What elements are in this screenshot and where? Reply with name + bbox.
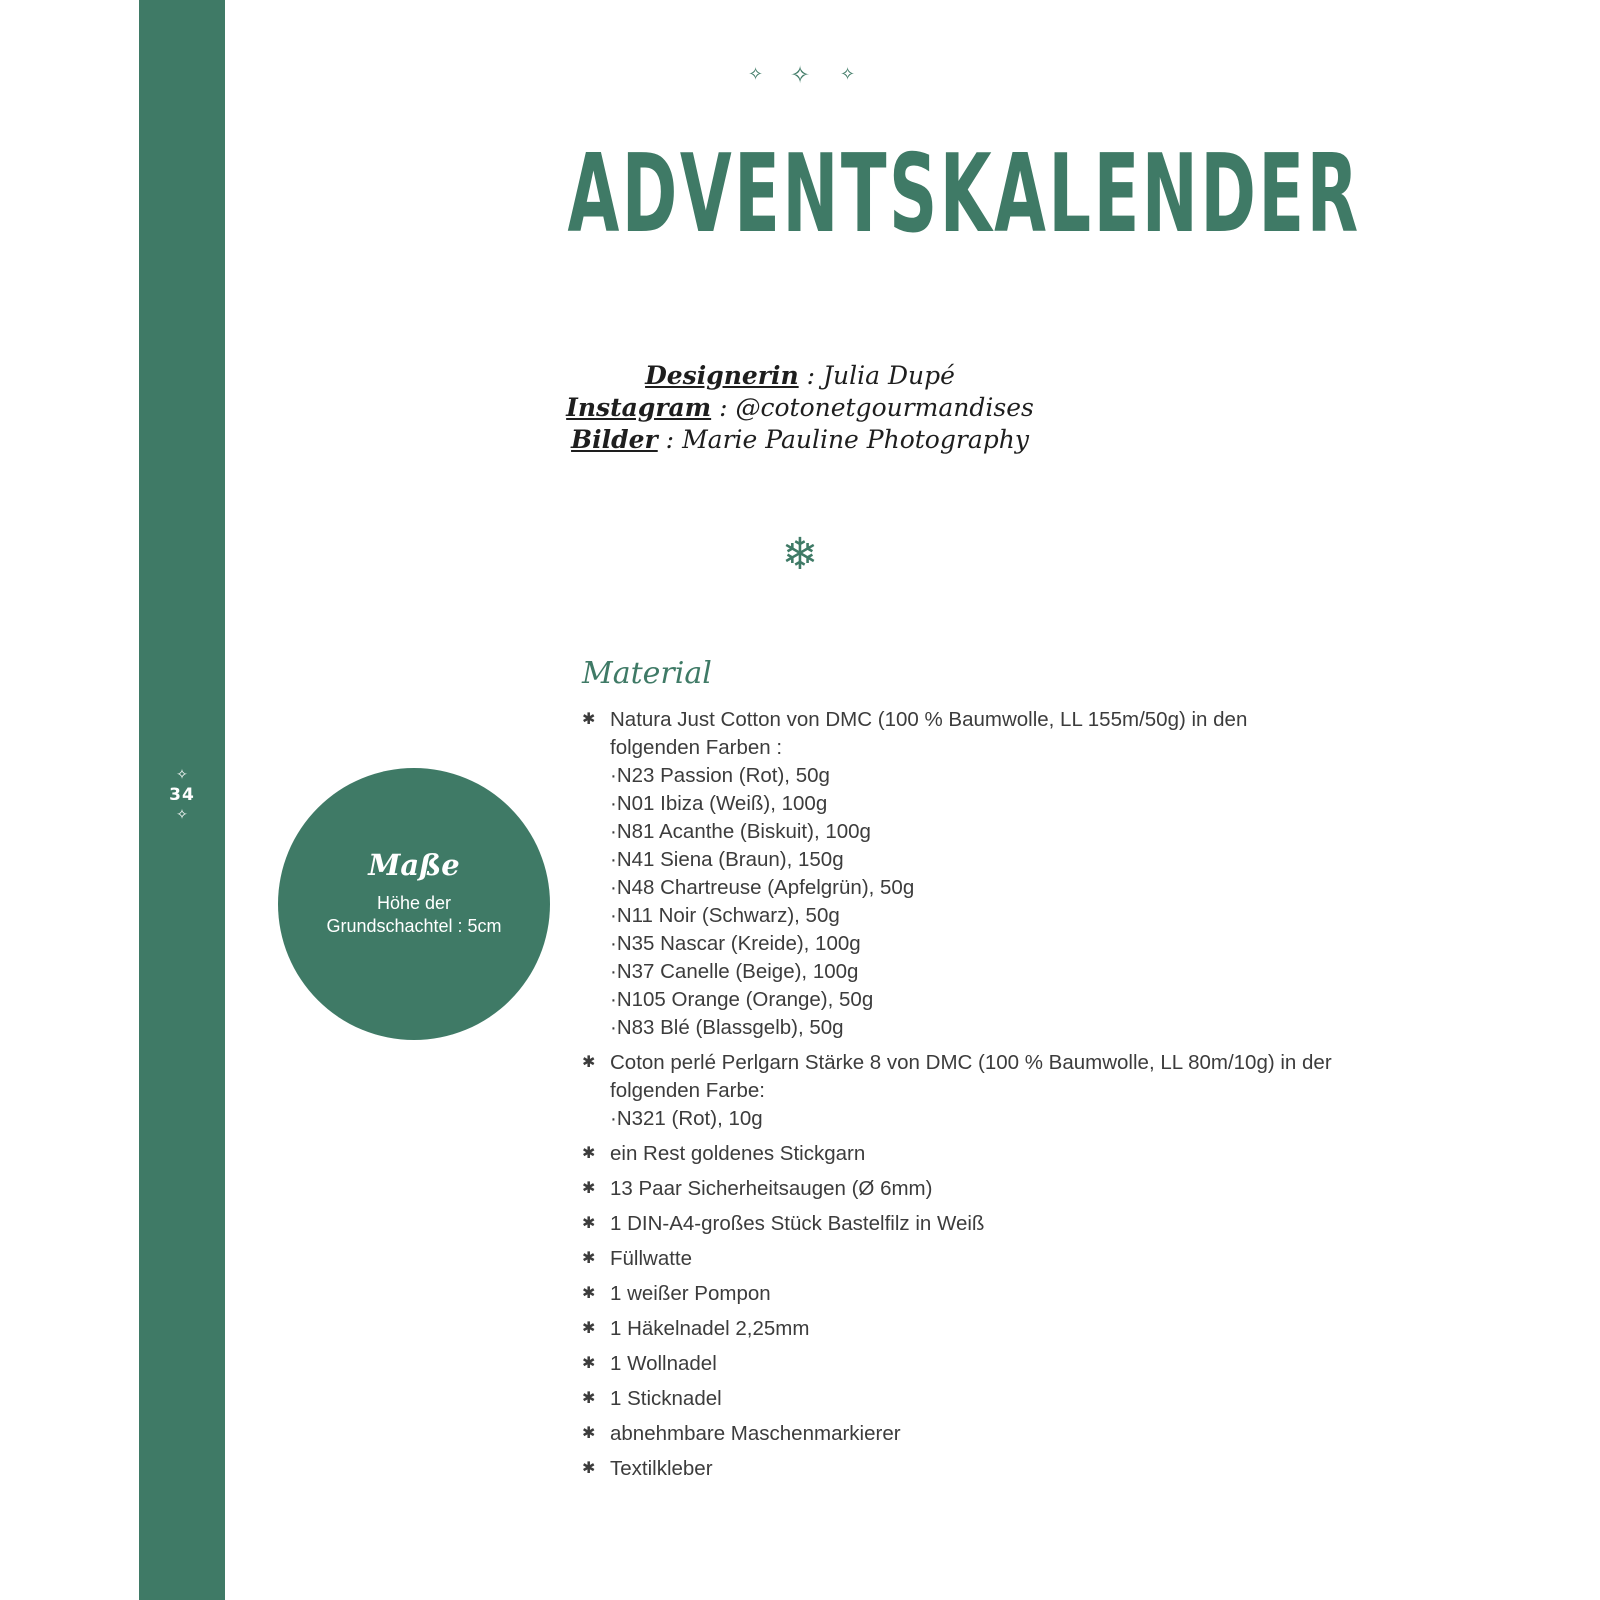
page-number: 34 — [169, 785, 195, 805]
list-item-text: 1 Wollnadel — [610, 1352, 717, 1375]
badge-title: Maße — [368, 848, 460, 882]
material-list — [580, 706, 1340, 1490]
bullet-icon: ✱ — [582, 1285, 596, 1302]
list-item-text: 1 DIN-A4-großes Stück Bastelfilz in Weiß — [610, 1212, 985, 1235]
list-item-text: Textilkleber — [610, 1457, 713, 1480]
list-item-text: 1 Häkelnadel 2,25mm — [610, 1317, 810, 1340]
list-item — [580, 1350, 1340, 1378]
sparkle-icon: ✧ — [176, 767, 188, 783]
sparkle-icon: ✧ — [790, 61, 811, 89]
sparkle-icon: ✧ — [748, 64, 764, 85]
list-item — [580, 1315, 1340, 1343]
bullet-icon: ✱ — [582, 711, 596, 728]
bullet-icon: ✱ — [582, 1460, 596, 1477]
credit-separator: : — [711, 393, 736, 422]
page-title: ADVENTSKALENDER — [567, 132, 1361, 257]
credit-label: Instagram — [566, 393, 712, 422]
color-entry: ·N48 Chartreuse (Apfelgrün), 50g — [610, 876, 915, 899]
list-item — [580, 1175, 1340, 1203]
list-item — [580, 1049, 1340, 1133]
color-entry: ·N105 Orange (Orange), 50g — [610, 988, 874, 1011]
bullet-icon: ✱ — [582, 1250, 596, 1267]
bullet-icon: ✱ — [582, 1390, 596, 1407]
material-heading: Material — [582, 656, 712, 691]
list-item-text: 1 Sticknadel — [610, 1387, 722, 1410]
color-entry: ·N321 (Rot), 10g — [610, 1107, 763, 1130]
credits-block — [420, 360, 1180, 456]
bullet-icon: ✱ — [582, 1425, 596, 1442]
credit-label: Designerin — [645, 361, 799, 390]
credit-value: Marie Pauline Photography — [682, 425, 1029, 454]
color-entry: ·N11 Noir (Schwarz), 50g — [610, 904, 840, 927]
list-item-text: ein Rest goldenes Stickgarn — [610, 1142, 866, 1165]
list-item-text: abnehmbare Maschenmarkierer — [610, 1422, 901, 1445]
credit-value: @cotonetgourmandises — [735, 393, 1034, 422]
credit-separator: : — [657, 425, 683, 454]
bullet-icon: ✱ — [582, 1180, 596, 1197]
badge-text: Höhe der Grundschachtel : 5cm — [326, 893, 502, 936]
sparkle-icon: ✧ — [176, 807, 188, 823]
list-item — [580, 1140, 1340, 1168]
credit-value: Julia Dupé — [822, 361, 955, 390]
credit-separator: : — [798, 361, 823, 390]
snowflake-icon: ❄ — [781, 529, 819, 580]
bullet-icon: ✱ — [582, 1145, 596, 1162]
list-item-text: Natura Just Cotton von DMC (100 % Baumwolle, LL 155m/50g) in den folgenden Farben : — [610, 708, 1248, 759]
bullet-icon: ✱ — [582, 1355, 596, 1372]
list-item — [580, 1280, 1340, 1308]
color-entry: ·N35 Nascar (Kreide), 100g — [610, 932, 861, 955]
list-item — [580, 1455, 1340, 1483]
list-item — [580, 706, 1340, 1042]
credit-instagram — [420, 392, 1180, 424]
credit-designer — [420, 360, 1180, 392]
page-sidebar-band — [139, 0, 225, 1600]
list-item — [580, 1385, 1340, 1413]
list-item-text: Füllwatte — [610, 1247, 693, 1270]
list-item — [580, 1245, 1340, 1273]
list-item-text: 13 Paar Sicherheitsaugen (Ø 6mm) — [610, 1177, 933, 1200]
dimensions-badge — [278, 768, 550, 1040]
color-entry: ·N37 Canelle (Beige), 100g — [610, 960, 859, 983]
color-entry: ·N23 Passion (Rot), 50g — [610, 764, 830, 787]
page-number-block — [139, 766, 225, 824]
color-entry: ·N01 Ibiza (Weiß), 100g — [610, 792, 828, 815]
list-item-text: Coton perlé Perlgarn Stärke 8 von DMC (100 % Baumwolle, LL 80m/10g) in der folgenden Farbe: — [610, 1051, 1332, 1102]
top-ornament — [700, 61, 900, 94]
sparkle-icon: ✧ — [840, 64, 856, 85]
list-item — [580, 1420, 1340, 1448]
color-entry: ·N81 Acanthe (Biskuit), 100g — [610, 820, 871, 843]
list-item — [580, 1210, 1340, 1238]
list-item-text: 1 weißer Pompon — [610, 1282, 771, 1305]
credit-photos — [420, 424, 1180, 456]
bullet-icon: ✱ — [582, 1215, 596, 1232]
color-entry: ·N41 Siena (Braun), 150g — [610, 848, 844, 871]
bullet-icon: ✱ — [582, 1320, 596, 1337]
credit-label: Bilder — [571, 425, 658, 454]
color-entry: ·N83 Blé (Blassgelb), 50g — [610, 1016, 844, 1039]
bullet-icon: ✱ — [582, 1054, 596, 1071]
